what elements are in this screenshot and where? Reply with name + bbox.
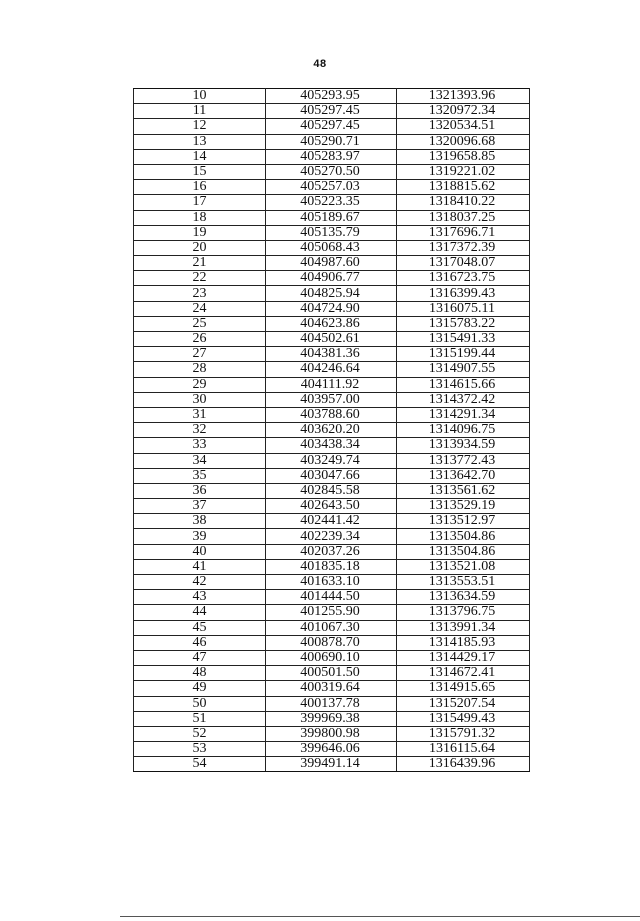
x-coordinate-cell: 399969.38: [266, 711, 397, 726]
table-row: [134, 499, 530, 514]
point-number-cell: 43: [134, 590, 266, 605]
y-coordinate-cell: 1314907.55: [397, 362, 530, 377]
point-number-cell: 47: [134, 650, 266, 665]
table-row: [134, 650, 530, 665]
point-number-cell: 42: [134, 575, 266, 590]
y-coordinate-cell: 1320972.34: [397, 104, 530, 119]
x-coordinate-cell: 403249.74: [266, 453, 397, 468]
point-number-cell: 10: [134, 89, 266, 104]
x-coordinate-cell: 405270.50: [266, 164, 397, 179]
x-coordinate-cell: 405135.79: [266, 225, 397, 240]
y-coordinate-cell: 1316075.11: [397, 301, 530, 316]
y-coordinate-cell: 1315491.33: [397, 332, 530, 347]
x-coordinate-cell: 400319.64: [266, 681, 397, 696]
point-number-cell: 35: [134, 468, 266, 483]
x-coordinate-cell: 404724.90: [266, 301, 397, 316]
point-number-cell: 38: [134, 514, 266, 529]
y-coordinate-cell: 1313504.86: [397, 529, 530, 544]
coordinates-table: [133, 88, 530, 772]
y-coordinate-cell: 1316399.43: [397, 286, 530, 301]
table-row: [134, 149, 530, 164]
y-coordinate-cell: 1319658.85: [397, 149, 530, 164]
x-coordinate-cell: 401067.30: [266, 620, 397, 635]
point-number-cell: 37: [134, 499, 266, 514]
y-coordinate-cell: 1315791.32: [397, 726, 530, 741]
x-coordinate-cell: 405297.45: [266, 104, 397, 119]
table-row: [134, 195, 530, 210]
y-coordinate-cell: 1314372.42: [397, 392, 530, 407]
table-row: [134, 240, 530, 255]
x-coordinate-cell: 404381.36: [266, 347, 397, 362]
x-coordinate-cell: 402239.34: [266, 529, 397, 544]
y-coordinate-cell: 1321393.96: [397, 89, 530, 104]
x-coordinate-cell: 403788.60: [266, 407, 397, 422]
table-row: [134, 666, 530, 681]
y-coordinate-cell: 1317048.07: [397, 256, 530, 271]
bottom-rule: [120, 916, 640, 917]
x-coordinate-cell: 402441.42: [266, 514, 397, 529]
point-number-cell: 50: [134, 696, 266, 711]
point-number-cell: 51: [134, 711, 266, 726]
point-number-cell: 45: [134, 620, 266, 635]
point-number-cell: 16: [134, 180, 266, 195]
table-row: [134, 559, 530, 574]
x-coordinate-cell: 400501.50: [266, 666, 397, 681]
point-number-cell: 15: [134, 164, 266, 179]
x-coordinate-cell: 405293.95: [266, 89, 397, 104]
point-number-cell: 20: [134, 240, 266, 255]
y-coordinate-cell: 1314185.93: [397, 635, 530, 650]
table-row: [134, 575, 530, 590]
y-coordinate-cell: 1318410.22: [397, 195, 530, 210]
x-coordinate-cell: 403438.34: [266, 438, 397, 453]
y-coordinate-cell: 1315207.54: [397, 696, 530, 711]
y-coordinate-cell: 1314672.41: [397, 666, 530, 681]
x-coordinate-cell: 404111.92: [266, 377, 397, 392]
x-coordinate-cell: 404623.86: [266, 316, 397, 331]
point-number-cell: 36: [134, 483, 266, 498]
x-coordinate-cell: 405223.35: [266, 195, 397, 210]
table-row: [134, 347, 530, 362]
y-coordinate-cell: 1320096.68: [397, 134, 530, 149]
point-number-cell: 46: [134, 635, 266, 650]
y-coordinate-cell: 1315499.43: [397, 711, 530, 726]
table-row: [134, 392, 530, 407]
point-number-cell: 26: [134, 332, 266, 347]
point-number-cell: 27: [134, 347, 266, 362]
x-coordinate-cell: 403957.00: [266, 392, 397, 407]
x-coordinate-cell: 405068.43: [266, 240, 397, 255]
table-row: [134, 726, 530, 741]
point-number-cell: 19: [134, 225, 266, 240]
table-row: [134, 529, 530, 544]
x-coordinate-cell: 405283.97: [266, 149, 397, 164]
y-coordinate-cell: 1313512.97: [397, 514, 530, 529]
table-row: [134, 453, 530, 468]
y-coordinate-cell: 1316439.96: [397, 757, 530, 772]
point-number-cell: 14: [134, 149, 266, 164]
table-row: [134, 742, 530, 757]
table-row: [134, 89, 530, 104]
table-row: [134, 605, 530, 620]
x-coordinate-cell: 401444.50: [266, 590, 397, 605]
y-coordinate-cell: 1313772.43: [397, 453, 530, 468]
table-row: [134, 407, 530, 422]
x-coordinate-cell: 404987.60: [266, 256, 397, 271]
x-coordinate-cell: 405257.03: [266, 180, 397, 195]
point-number-cell: 44: [134, 605, 266, 620]
table-row: [134, 514, 530, 529]
table-row: [134, 271, 530, 286]
point-number-cell: 48: [134, 666, 266, 681]
table-row: [134, 164, 530, 179]
y-coordinate-cell: 1317696.71: [397, 225, 530, 240]
point-number-cell: 31: [134, 407, 266, 422]
x-coordinate-cell: 401633.10: [266, 575, 397, 590]
point-number-cell: 12: [134, 119, 266, 134]
table-row: [134, 438, 530, 453]
point-number-cell: 22: [134, 271, 266, 286]
y-coordinate-cell: 1313796.75: [397, 605, 530, 620]
point-number-cell: 53: [134, 742, 266, 757]
point-number-cell: 23: [134, 286, 266, 301]
x-coordinate-cell: 400690.10: [266, 650, 397, 665]
point-number-cell: 39: [134, 529, 266, 544]
x-coordinate-cell: 399491.14: [266, 757, 397, 772]
table-row: [134, 119, 530, 134]
coordinates-table-body: [134, 89, 530, 772]
table-row: [134, 316, 530, 331]
table-row: [134, 681, 530, 696]
y-coordinate-cell: 1317372.39: [397, 240, 530, 255]
y-coordinate-cell: 1313634.59: [397, 590, 530, 605]
y-coordinate-cell: 1313521.08: [397, 559, 530, 574]
x-coordinate-cell: 404246.64: [266, 362, 397, 377]
table-row: [134, 757, 530, 772]
table-row: [134, 362, 530, 377]
y-coordinate-cell: 1316115.64: [397, 742, 530, 757]
point-number-cell: 40: [134, 544, 266, 559]
table-row: [134, 180, 530, 195]
table-row: [134, 423, 530, 438]
x-coordinate-cell: 400878.70: [266, 635, 397, 650]
x-coordinate-cell: 402845.58: [266, 483, 397, 498]
table-row: [134, 134, 530, 149]
x-coordinate-cell: 404825.94: [266, 286, 397, 301]
x-coordinate-cell: 403620.20: [266, 423, 397, 438]
point-number-cell: 49: [134, 681, 266, 696]
table-row: [134, 696, 530, 711]
y-coordinate-cell: 1315199.44: [397, 347, 530, 362]
y-coordinate-cell: 1313991.34: [397, 620, 530, 635]
table-row: [134, 483, 530, 498]
point-number-cell: 32: [134, 423, 266, 438]
point-number-cell: 17: [134, 195, 266, 210]
point-number-cell: 13: [134, 134, 266, 149]
x-coordinate-cell: 399800.98: [266, 726, 397, 741]
table-row: [134, 210, 530, 225]
x-coordinate-cell: 404906.77: [266, 271, 397, 286]
y-coordinate-cell: 1316723.75: [397, 271, 530, 286]
x-coordinate-cell: 401835.18: [266, 559, 397, 574]
x-coordinate-cell: 402643.50: [266, 499, 397, 514]
table-row: [134, 301, 530, 316]
point-number-cell: 21: [134, 256, 266, 271]
table-row: [134, 468, 530, 483]
table-row: [134, 377, 530, 392]
x-coordinate-cell: 400137.78: [266, 696, 397, 711]
point-number-cell: 18: [134, 210, 266, 225]
y-coordinate-cell: 1320534.51: [397, 119, 530, 134]
y-coordinate-cell: 1313934.59: [397, 438, 530, 453]
table-row: [134, 225, 530, 240]
y-coordinate-cell: 1318815.62: [397, 180, 530, 195]
y-coordinate-cell: 1319221.02: [397, 164, 530, 179]
y-coordinate-cell: 1315783.22: [397, 316, 530, 331]
point-number-cell: 24: [134, 301, 266, 316]
x-coordinate-cell: 405297.45: [266, 119, 397, 134]
y-coordinate-cell: 1314096.75: [397, 423, 530, 438]
x-coordinate-cell: 403047.66: [266, 468, 397, 483]
point-number-cell: 11: [134, 104, 266, 119]
x-coordinate-cell: 401255.90: [266, 605, 397, 620]
y-coordinate-cell: 1314291.34: [397, 407, 530, 422]
table-row: [134, 104, 530, 119]
point-number-cell: 41: [134, 559, 266, 574]
table-row: [134, 590, 530, 605]
point-number-cell: 52: [134, 726, 266, 741]
x-coordinate-cell: 399646.06: [266, 742, 397, 757]
x-coordinate-cell: 405189.67: [266, 210, 397, 225]
table-row: [134, 286, 530, 301]
point-number-cell: 33: [134, 438, 266, 453]
y-coordinate-cell: 1313553.51: [397, 575, 530, 590]
point-number-cell: 28: [134, 362, 266, 377]
x-coordinate-cell: 402037.26: [266, 544, 397, 559]
y-coordinate-cell: 1313529.19: [397, 499, 530, 514]
table-row: [134, 544, 530, 559]
y-coordinate-cell: 1314429.17: [397, 650, 530, 665]
y-coordinate-cell: 1313642.70: [397, 468, 530, 483]
page-number: 48: [313, 58, 327, 70]
point-number-cell: 25: [134, 316, 266, 331]
point-number-cell: 30: [134, 392, 266, 407]
table-row: [134, 332, 530, 347]
y-coordinate-cell: 1313504.86: [397, 544, 530, 559]
x-coordinate-cell: 405290.71: [266, 134, 397, 149]
point-number-cell: 29: [134, 377, 266, 392]
table-row: [134, 711, 530, 726]
table-row: [134, 256, 530, 271]
y-coordinate-cell: 1314915.65: [397, 681, 530, 696]
y-coordinate-cell: 1318037.25: [397, 210, 530, 225]
table-row: [134, 620, 530, 635]
x-coordinate-cell: 404502.61: [266, 332, 397, 347]
table-row: [134, 635, 530, 650]
y-coordinate-cell: 1313561.62: [397, 483, 530, 498]
y-coordinate-cell: 1314615.66: [397, 377, 530, 392]
point-number-cell: 34: [134, 453, 266, 468]
point-number-cell: 54: [134, 757, 266, 772]
